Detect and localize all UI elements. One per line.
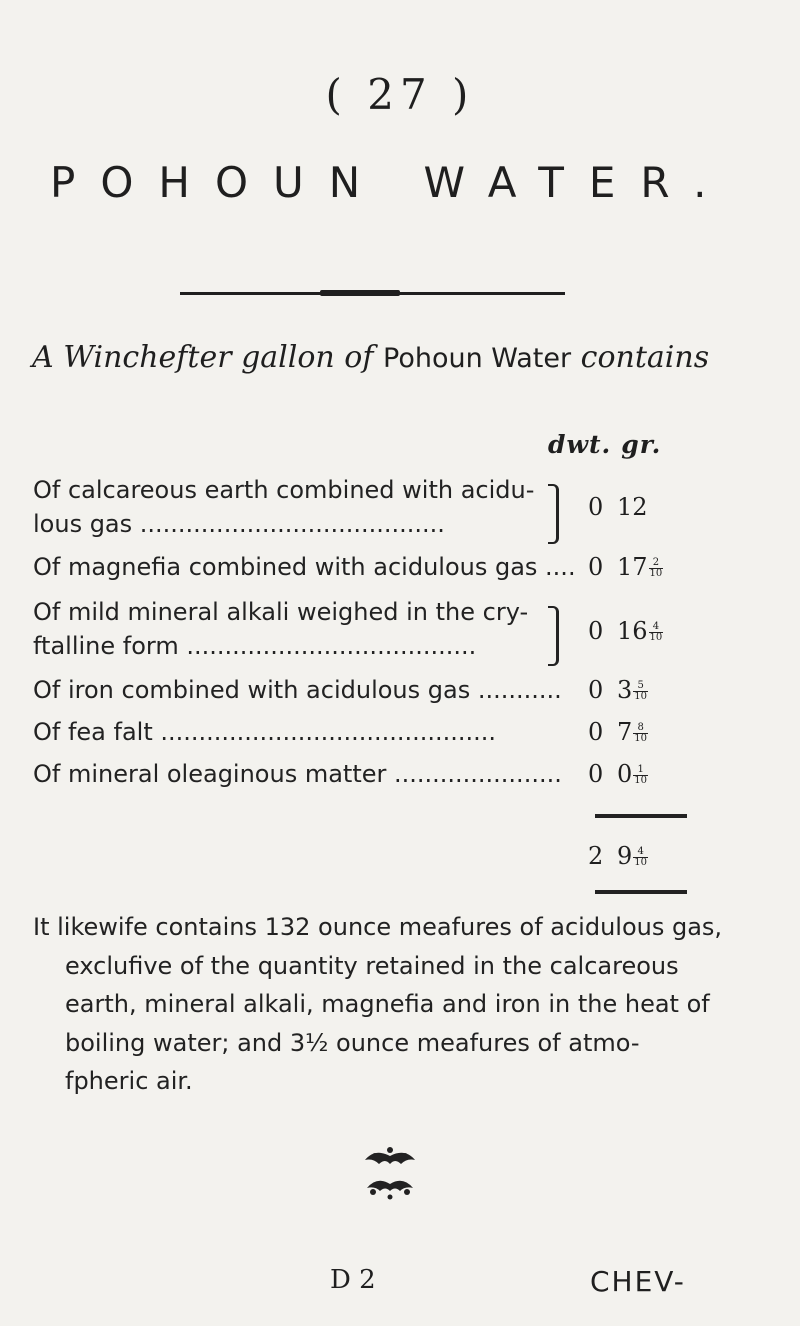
row-gr — [617, 617, 663, 645]
paragraph-line: fpheric air. — [65, 1067, 193, 1095]
table-row — [33, 598, 528, 666]
fraction-denominator: 10 — [634, 733, 648, 744]
row-label-line: Of calcareous earth combined with acidu- — [33, 476, 535, 504]
gr-whole: 3 — [617, 676, 633, 704]
gr-fraction — [633, 847, 648, 868]
row-gr — [617, 676, 648, 704]
page-title: POHOUN WATER. — [50, 158, 732, 207]
decorative-rule — [180, 292, 565, 295]
table-row — [33, 676, 562, 710]
gr-whole: 16 — [617, 617, 648, 645]
table-row — [33, 553, 576, 587]
gr-whole: 12 — [617, 493, 648, 521]
sum-rule — [595, 890, 687, 894]
brace — [548, 484, 559, 544]
fraction-numerator: 5 — [633, 681, 648, 692]
brace — [548, 606, 559, 666]
row-label-line: lous gas ........................................ — [33, 510, 445, 538]
row-label-line: Of mineral oleaginous matter ...................... — [33, 760, 562, 788]
ornament-icon — [355, 1142, 425, 1202]
unit-gr: gr. — [621, 430, 662, 459]
unit-dwt: dwt. — [548, 430, 612, 459]
row-gr — [617, 493, 648, 521]
fraction-denominator: 10 — [649, 568, 663, 579]
paragraph-line: boiling water; and 3½ ounce meafures of atmo- — [65, 1028, 640, 1057]
body-paragraph — [33, 908, 773, 1101]
signature-mark: D 2 — [330, 1265, 376, 1295]
row-label-line: Of iron combined with acidulous gas ........... — [33, 676, 562, 704]
catchword: CHEV- — [590, 1265, 686, 1298]
gr-whole: 9 — [617, 842, 633, 870]
row-dwt: 0 — [588, 553, 604, 581]
row-dwt: 0 — [588, 617, 604, 645]
gr-whole: 7 — [617, 718, 633, 746]
gr-fraction — [633, 765, 648, 786]
section-heading — [32, 340, 792, 375]
total-dwt: 2 — [588, 842, 604, 870]
sum-rule — [595, 814, 687, 818]
heading-part-3: contains — [580, 340, 710, 375]
row-dwt: 0 — [588, 760, 604, 788]
row-dwt: 0 — [588, 493, 604, 521]
fraction-numerator: 8 — [633, 723, 648, 734]
gr-fraction — [633, 681, 648, 702]
fraction-denominator: 10 — [634, 775, 648, 786]
row-gr — [617, 718, 648, 746]
row-gr — [617, 760, 648, 788]
row-label-line: Of mild mineral alkali weighed in the cry- — [33, 598, 529, 626]
table-row — [33, 476, 534, 544]
paragraph-line: exclufive of the quantity retained in the calcareous — [65, 951, 679, 980]
total-gr — [617, 842, 648, 870]
gr-fraction — [649, 622, 664, 643]
row-gr — [617, 553, 663, 581]
fraction-denominator: 10 — [649, 632, 663, 643]
gr-whole: 17 — [617, 553, 648, 581]
table-row — [33, 718, 496, 752]
fraction-numerator: 2 — [649, 558, 664, 569]
paragraph-line: earth, mineral alkali, magnefia and iron in the heat of — [65, 990, 710, 1018]
fraction-denominator: 10 — [634, 691, 648, 702]
row-label-line: Of magnefia combined with acidulous gas .... — [33, 553, 576, 581]
gr-fraction — [633, 723, 648, 744]
gr-fraction — [649, 558, 664, 579]
unit-header — [548, 430, 671, 459]
table-row — [33, 760, 562, 794]
row-dwt: 0 — [588, 676, 604, 704]
row-dwt: 0 — [588, 718, 604, 746]
paragraph-line: It likewife contains 132 ounce meafures of acidulous gas, — [33, 913, 723, 941]
heading-part-1: A Winchefter gallon of — [32, 340, 374, 375]
fraction-numerator: 4 — [649, 622, 664, 633]
fraction-numerator: 4 — [633, 847, 648, 858]
page-number: ( 27 ) — [325, 70, 475, 119]
row-label-line: Of fea falt ............................................ — [33, 718, 497, 746]
fraction-numerator: 1 — [633, 765, 648, 776]
row-label-line: ftalline form ...................................... — [33, 632, 477, 660]
gr-whole: 0 — [617, 760, 633, 788]
fraction-denominator: 10 — [634, 857, 648, 868]
heading-part-2: Pohoun Water — [383, 343, 572, 374]
